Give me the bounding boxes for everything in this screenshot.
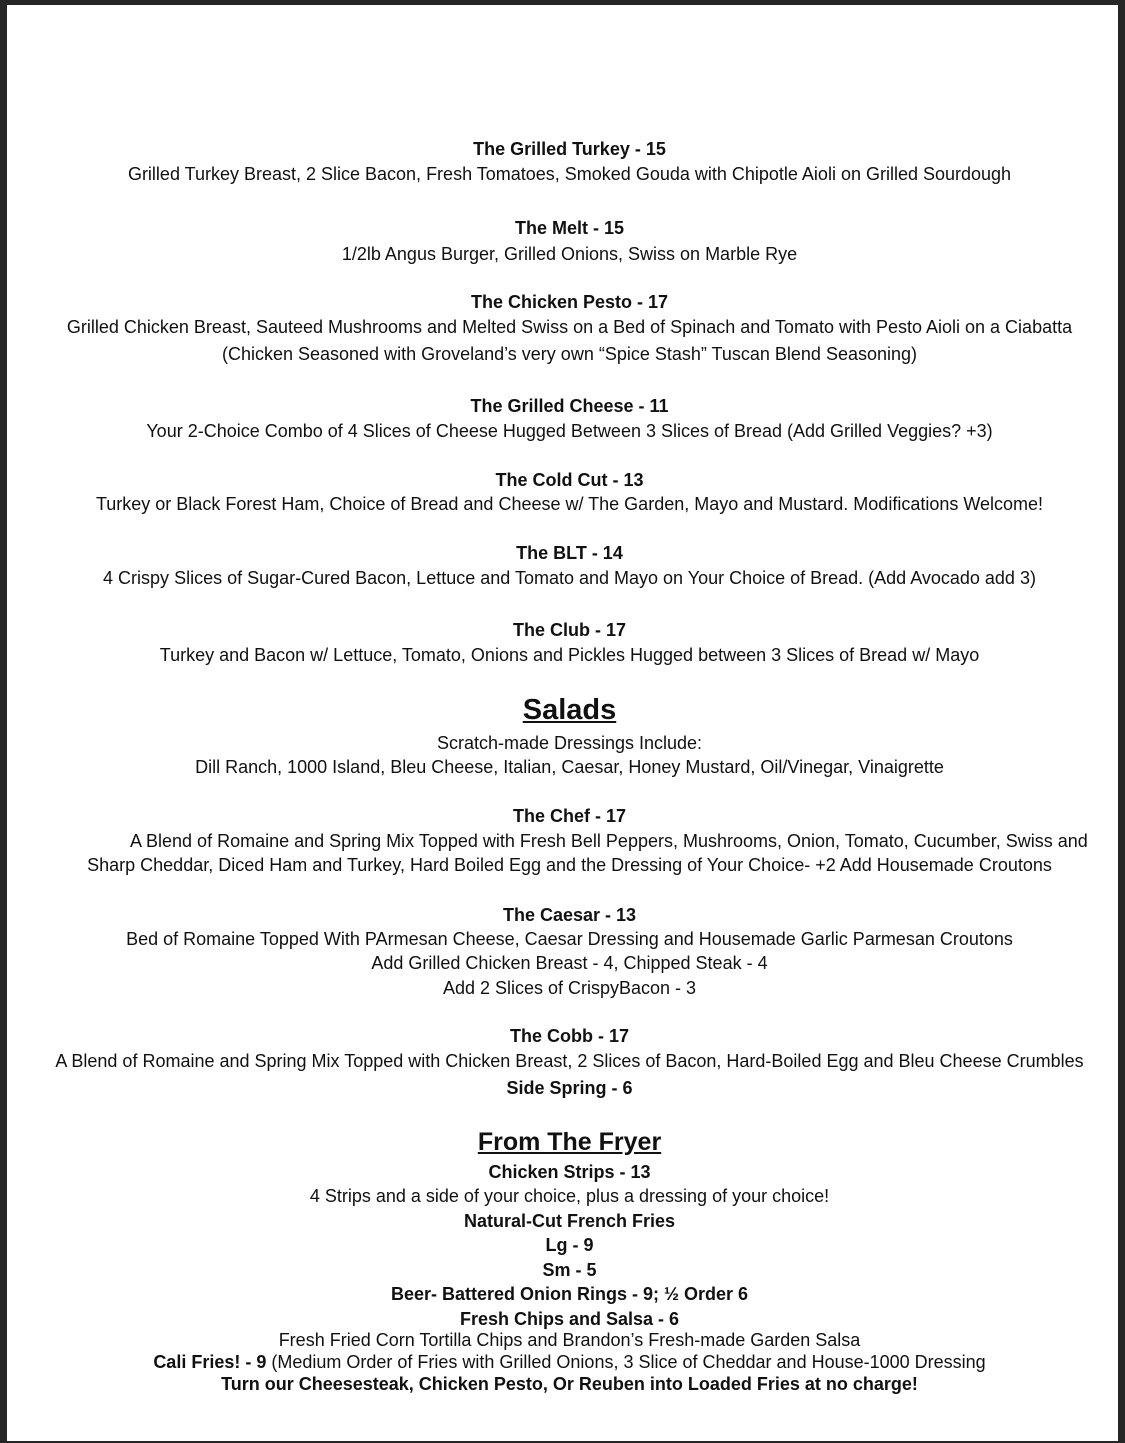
menu-item-description: 4 Crispy Slices of Sugar-Cured Bacon, Lettuce and Tomato and Mayo on Your Choice of Bread. (Add Avocado add 3): [103, 568, 1036, 588]
menu-item-description: Your 2-Choice Combo of 4 Slices of Cheese Hugged Between 3 Slices of Bread (Add Grilled Veggies? +3): [146, 421, 993, 441]
menu-item-title: The BLT - 14: [516, 543, 623, 563]
dressings-list: Dill Ranch, 1000 Island, Bleu Cheese, Italian, Caesar, Honey Mustard, Oil/Vinegar, Vinaigrette: [195, 757, 944, 777]
menu-item-title: Chicken Strips - 13: [488, 1162, 651, 1182]
menu-item-title: Natural-Cut French Fries: [463, 1211, 676, 1231]
menu-item-description: Turkey and Bacon w/ Lettuce, Tomato, Onions and Pickles Hugged between 3 Slices of Bread w/ Mayo: [159, 645, 980, 665]
menu-item-description: 1/2lb Angus Burger, Grilled Onions, Swiss on Marble Rye: [341, 244, 798, 264]
menu-item-title: The Caesar - 13: [502, 905, 637, 925]
menu-item-title: Fresh Chips and Salsa - 6: [459, 1309, 680, 1329]
menu-item-description: Grilled Turkey Breast, 2 Slice Bacon, Fresh Tomatoes, Smoked Gouda with Chipotle Aioli on Grilled Sourdough: [127, 164, 1012, 184]
menu-item-description: Add Grilled Chicken Breast - 4, Chipped Steak - 4: [371, 953, 768, 973]
menu-item-description: (Medium Order of Fries with Grilled Onions, 3 Slice of Cheddar and House-1000 Dressing: [266, 1352, 986, 1372]
loaded-fries-note: Turn our Cheesesteak, Chicken Pesto, Or Reuben into Loaded Fries at no charge!: [221, 1374, 918, 1394]
menu-item-title: Beer- Battered Onion Rings - 9; ½ Order 6: [390, 1284, 749, 1304]
dressings-intro: Scratch-made Dressings Include:: [436, 733, 703, 753]
menu-item-title: The Cobb - 17: [509, 1026, 629, 1046]
menu-item-title: The Cold Cut - 13: [495, 470, 644, 490]
menu-item-description: Fresh Fried Corn Tortilla Chips and Brandon’s Fresh-made Garden Salsa: [278, 1330, 861, 1350]
menu-item-description: A Blend of Romaine and Spring Mix Topped with Fresh Bell Peppers, Mushrooms, Onion, Tomato, Cucumber, Swiss and: [130, 831, 1088, 851]
menu-item-description: A Blend of Romaine and Spring Mix Topped with Chicken Breast, 2 Slices of Bacon, Hard-Boiled Egg and Bleu Cheese Crumbles: [55, 1051, 1084, 1071]
menu-item-description: Add 2 Slices of CrispyBacon - 3: [442, 978, 697, 998]
menu-item-description: Bed of Romaine Topped With PArmesan Cheese, Caesar Dressing and Housemade Garlic Parmesan Croutons: [126, 929, 1013, 949]
menu-item-title: Cali Fries! - 9: [153, 1352, 267, 1372]
menu-item-description: Turkey or Black Forest Ham, Choice of Bread and Cheese w/ The Garden, Mayo and Mustard. Modifications Welcome!: [95, 494, 1044, 514]
menu-item-description: Grilled Chicken Breast, Sauteed Mushrooms and Melted Swiss on a Bed of Spinach and Tomato with Pesto Aioli on a Ciabatta: [66, 317, 1073, 337]
menu-item-title: The Melt - 15: [514, 218, 625, 238]
section-heading-fryer: From The Fryer: [477, 1128, 662, 1156]
menu-item-description: 4 Strips and a side of your choice, plus a dressing of your choice!: [309, 1186, 830, 1206]
menu-item-title: The Chicken Pesto - 17: [470, 292, 669, 312]
menu-item-title: The Grilled Cheese - 11: [470, 396, 669, 416]
section-heading-salads: Salads: [522, 694, 617, 726]
menu-item-title: The Chef - 17: [512, 806, 627, 826]
menu-item-size-price: Lg - 9: [545, 1235, 594, 1255]
menu-item-description: (Chicken Seasoned with Groveland’s very own “Spice Stash” Tuscan Blend Seasoning): [221, 344, 918, 364]
menu-item-description: Sharp Cheddar, Diced Ham and Turkey, Hard Boiled Egg and the Dressing of Your Choice- +2 Add Housemade Croutons: [87, 855, 1052, 875]
menu-item-title: The Club - 17: [512, 620, 626, 640]
menu-item-title: The Grilled Turkey - 15: [473, 139, 666, 159]
cali-fries-line: [7, 1351, 1125, 1373]
menu-item-size-price: Sm - 5: [542, 1260, 597, 1280]
side-salad-item: Side Spring - 6: [506, 1078, 633, 1098]
